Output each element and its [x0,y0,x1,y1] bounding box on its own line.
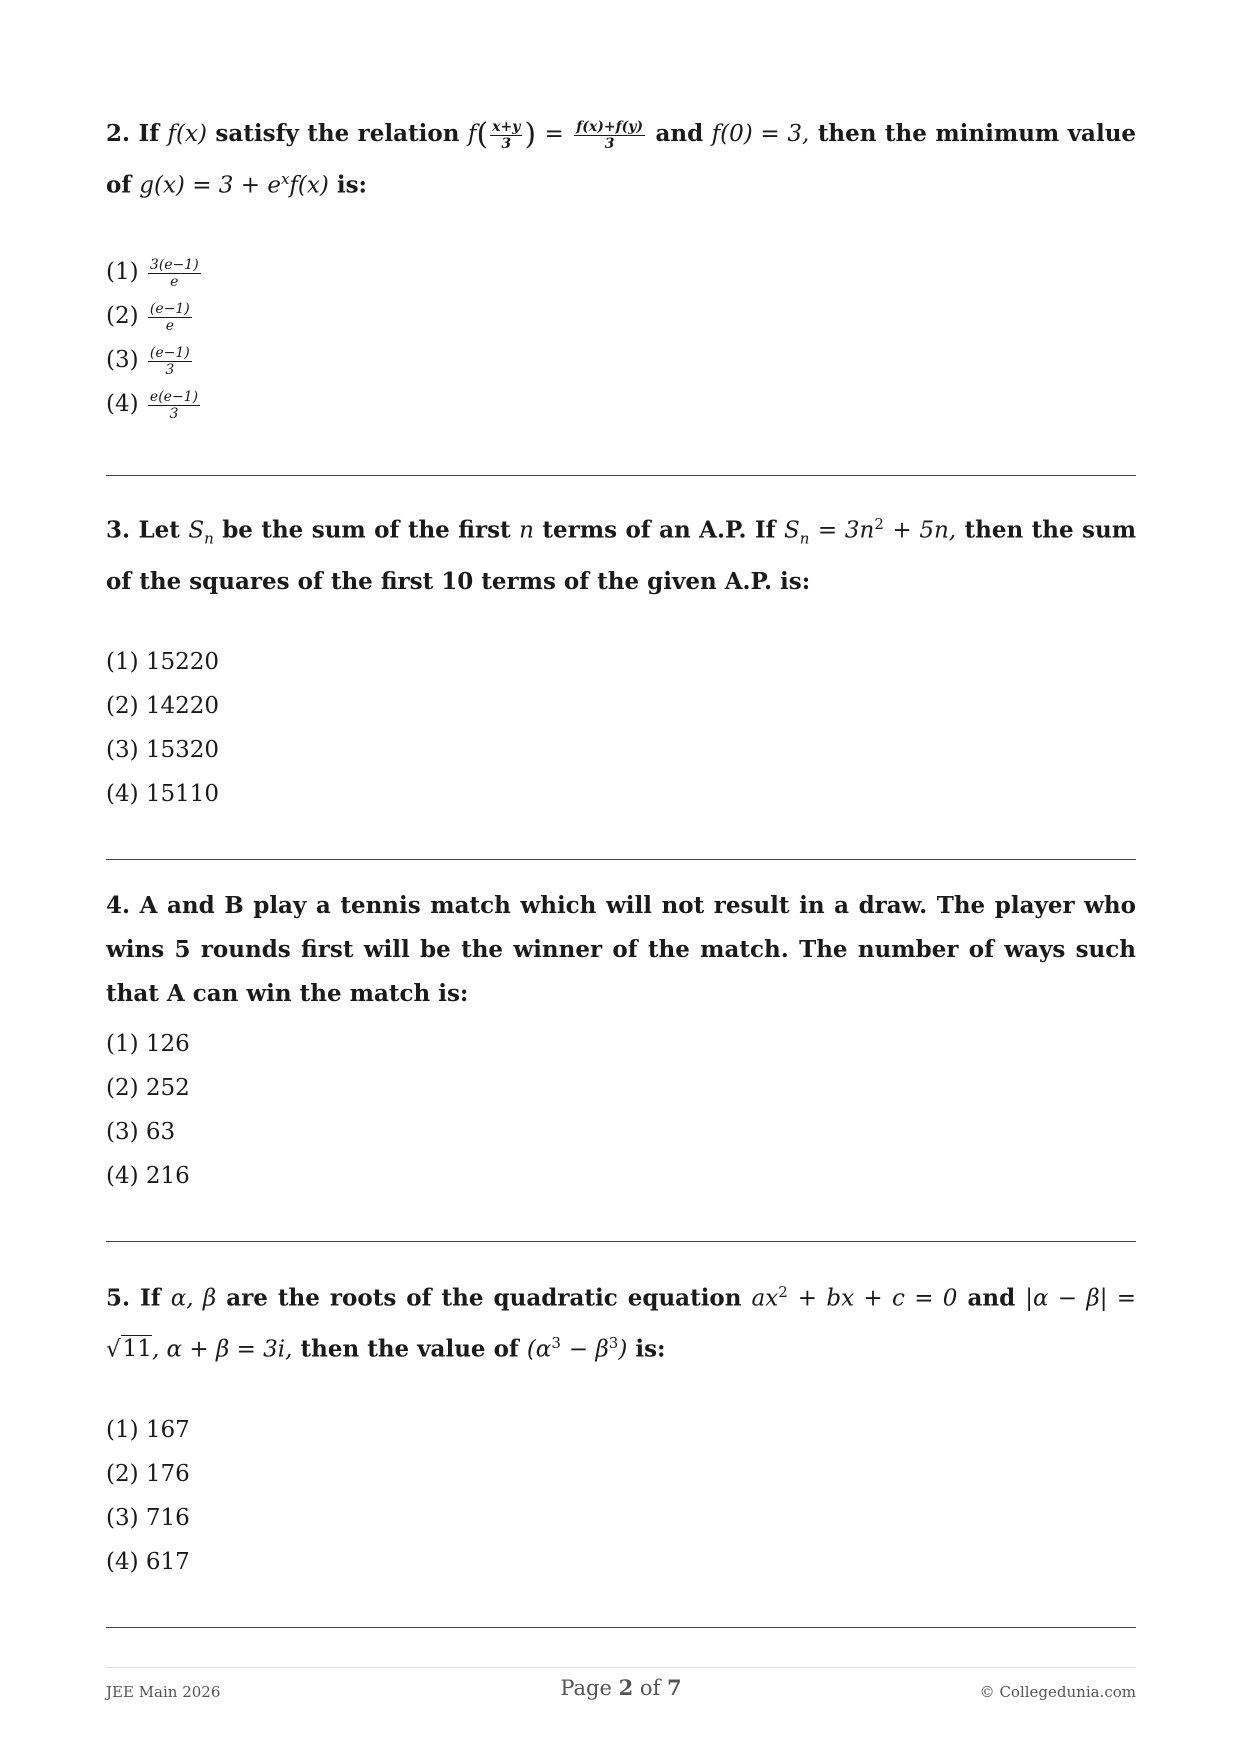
option: (2) 176 [106,1461,190,1487]
option: (3) 63 [106,1119,176,1145]
question-5 [106,1270,1137,1575]
page-number: Page 2 of 7 [560,1675,682,1700]
question-3 [106,502,1137,807]
option: (4) $\frac{e(e-1)}{3}$ [106,388,199,422]
option: (2) $\frac{(e-1)}{e}$ [106,300,190,334]
option: (3) 15320 [106,737,220,763]
option: (3) $\frac{(e-1)}{3}$ [106,344,190,378]
divider [106,1627,1136,1628]
footer-divider [106,1667,1136,1668]
question-5-stem: 5. If α, β are the roots of the quadratic equation $ax^2$ + bx + c = 0 and |α − β| = √11, α + β = 3i, then the value of $(\alpha^3 - \beta^3)$ is: [106,1283,1137,1363]
option: (4) 15110 [106,781,220,807]
fraction-x-plus-y-over-3: $\frac{x+y}{3}$ [492,118,521,152]
question-3-options [106,640,219,816]
question-2-options [106,250,203,426]
question-2-stem: 2. If f(x) satisfy the relation f( $\frac{x+y}{3}$ ) = $\frac{f(x)+f(y)}{3}$ and f(0) = 3, then the minimum value of $g(x) = 3 + e^xf(x)$ is: [106,117,1137,199]
fraction-fx-plus-fy-over-3: $\frac{f(x)+f(y)}{3}$ [576,118,644,152]
question-3-stem: 3. Let $S_n$ be the sum of the first n terms of an A.P. If $S_n = 3n^2 + 5n$, then the sum of the squares of the first 10 terms of the given A.P. is: [106,515,1137,596]
option: (4) 617 [106,1549,190,1575]
option: (1) 167 [106,1417,190,1443]
divider [106,475,1136,476]
divider [106,1241,1136,1242]
option: (3) 716 [106,1505,190,1531]
option: (1) $\frac{3(e-1)}{e}$ [106,256,199,290]
question-4 [106,884,1136,1189]
divider [106,859,1136,860]
page-footer [106,1675,1136,1705]
sqrt-symbol: √ [106,1336,121,1363]
option: (2) 14220 [106,693,220,719]
option: (1) 15220 [106,649,220,675]
option: (4) 216 [106,1163,190,1189]
copyright: © Collegedunia.com [979,1683,1136,1701]
question-5-options [106,1408,190,1584]
option: (2) 252 [106,1075,190,1101]
option: (1) 126 [106,1031,190,1057]
question-2 [106,112,1137,422]
question-4-options [106,1022,190,1198]
question-4-stem: 4. A and B play a tennis match which will not result in a draw. The player who wins 5 rounds first will be the winner of the match. The number of ways such that A can win the match is: [106,892,1136,1007]
exam-name: JEE Main 2026 [106,1683,221,1701]
